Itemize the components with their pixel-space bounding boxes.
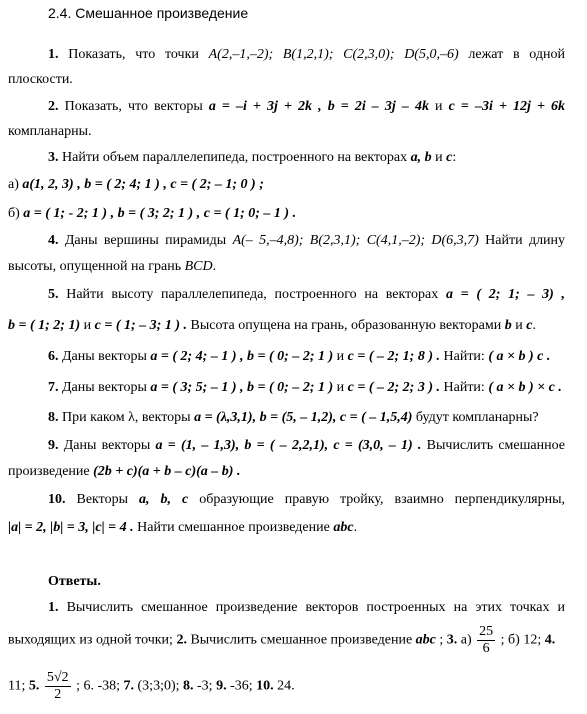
problem-text: Показать, что векторы	[64, 99, 203, 114]
problem-number: 2.	[48, 99, 59, 114]
formula: ( a × b ) c .	[488, 349, 551, 364]
problem-5-line-2	[8, 318, 587, 334]
formula: abc	[333, 520, 354, 535]
formula: ( a × b ) × c .	[488, 380, 562, 395]
formula: a = (λ,3,1), b = (5, – 1,2), c = ( – 1,5,4)	[194, 410, 413, 425]
problem-number: 1.	[48, 47, 59, 62]
problem-number: 4.	[48, 233, 59, 248]
formula: b = ( 1; 2; 1)	[8, 318, 81, 333]
problem-4-line-1	[48, 233, 565, 251]
answer-text: 24.	[277, 678, 295, 694]
problem-text: Даны вершины пирамиды	[64, 233, 227, 248]
problem-10-line-1	[48, 492, 565, 510]
problem-2-line-1	[48, 99, 565, 117]
problem-5-line-1	[48, 287, 565, 305]
formula: b = 2i – 3j – 4k	[327, 99, 429, 114]
answer-number: 9.	[216, 678, 227, 694]
problem-text: и	[336, 380, 345, 395]
answers-title: Ответы.	[48, 574, 101, 589]
answer-text: -3;	[197, 678, 213, 694]
formula: a = ( 1; - 2; 1 ) ,	[23, 206, 115, 221]
problem-6-line-1	[48, 349, 587, 365]
formula: a = (1, – 1,3), b = ( – 2,2,1), c = (3,0, – 1) .	[155, 438, 422, 453]
formula: a = ( 3; 5; – 1 ) ,	[150, 380, 244, 395]
formula: c	[446, 150, 453, 165]
problem-number: 6.	[48, 349, 59, 364]
answer-number: 7.	[123, 678, 135, 694]
formula: a, b	[410, 150, 432, 165]
formula: c = ( – 2; 1; 8 ) .	[347, 349, 440, 364]
problem-number: 3.	[48, 150, 59, 165]
answers-line-2	[8, 624, 587, 657]
problem-text: Найти высоту параллелепипеда, построенного на векторах	[66, 287, 439, 302]
problem-text: .	[532, 318, 536, 333]
problem-text: лежат в одной	[468, 47, 565, 62]
problem-text: Найти длину	[485, 233, 565, 248]
formula: b	[504, 318, 512, 333]
problem-text: Даны векторы	[62, 380, 147, 395]
problem-text: и	[435, 99, 443, 114]
problem-text: высоты, опущенной на грань	[8, 259, 182, 274]
problem-text: Найти объем параллелепипеда, построенного на векторах	[62, 150, 408, 165]
answer-number: 4.	[544, 632, 556, 648]
section-heading: 2.4. Смешанное произведение	[48, 5, 249, 21]
problem-9-line-2	[8, 464, 587, 480]
formula: (2b + c)(a + b – c)(a – b) .	[93, 464, 241, 479]
formula: a(1, 2, 3) ,	[22, 177, 81, 192]
answer-text: ; 6. -38;	[76, 678, 121, 694]
problem-text: б)	[8, 206, 20, 221]
answer-number: 10.	[256, 678, 274, 694]
formula: b = ( 2; 4; 1 ) ,	[84, 177, 167, 192]
formula: b = ( 0; – 2; 1 )	[247, 380, 334, 395]
answer-number: 1.	[48, 600, 59, 615]
fraction-numerator: 25	[479, 624, 494, 639]
formula: b = ( 3; 2; 1 ) ,	[117, 206, 201, 221]
problem-text: образующие правую тройку, взаимно перпендикулярны,	[199, 492, 565, 507]
fraction-numerator: 5√2	[46, 670, 69, 685]
formula: c = ( – 2; 2; 3 ) .	[347, 380, 440, 395]
formula: a, b, c	[139, 492, 189, 507]
problem-text: будут компланарны?	[415, 410, 539, 425]
problem-number: 8.	[48, 410, 59, 425]
answer-text: Вычислить смешанное произведение векторов построенных на этих точках и	[66, 600, 565, 615]
problem-3-line-1	[48, 150, 587, 166]
problem-10-line-2	[8, 520, 587, 536]
formula: c = ( 2; – 1; 0 ) ;	[170, 177, 264, 192]
answer-number: 5.	[28, 678, 40, 694]
problem-text: Найти:	[443, 349, 485, 364]
answer-text: -36;	[230, 678, 253, 694]
problem-1-line-2	[8, 72, 587, 88]
formula: a = ( 2; 1; – 3) ,	[445, 287, 565, 302]
problem-3-line-3	[8, 206, 587, 222]
formula: c = ( 1; 0; – 1 ) .	[203, 206, 297, 221]
fraction-denominator: 6	[482, 641, 490, 656]
problem-number: 10.	[48, 492, 66, 507]
problem-text: Даны векторы	[62, 349, 147, 364]
problem-text: Найти смешанное произведение	[137, 520, 330, 535]
answer-text: а)	[460, 632, 472, 648]
formula: b = ( 0; – 2; 1 )	[247, 349, 334, 364]
problem-3-line-2	[8, 177, 587, 193]
formula: c	[526, 318, 533, 333]
problem-7-line-1	[48, 380, 587, 396]
answer-number: 3.	[446, 632, 458, 648]
formula: abc	[415, 632, 436, 648]
problem-text: :	[452, 150, 457, 165]
problem-8-line-1	[48, 410, 587, 426]
formula: A(– 5,–4,8); B(2,3,1); C(4,1,–2); D(6,3,7)	[232, 233, 479, 248]
problem-1-line-1	[48, 47, 565, 65]
answer-number: 2.	[176, 632, 187, 648]
answer-text: ;	[439, 632, 444, 648]
problem-2-line-2	[8, 124, 587, 140]
problem-text: Вычислить смешанное	[426, 438, 565, 453]
formula: |a| = 2, |b| = 3, |c| = 4 .	[8, 520, 134, 535]
answer-text: 11;	[8, 678, 26, 694]
problem-text: Векторы	[76, 492, 129, 507]
fraction-denominator: 2	[54, 687, 62, 702]
problem-text: Найти:	[443, 380, 485, 395]
problem-text: Показать, что точки	[68, 47, 199, 62]
problem-text: плоскости.	[8, 72, 73, 87]
problem-number: 9.	[48, 438, 59, 453]
answer-text: Вычислить смешанное произведение	[190, 632, 413, 648]
problem-text: .	[353, 520, 358, 535]
problem-text: и	[83, 318, 92, 333]
problem-text: произведение	[8, 464, 90, 479]
problem-text: .	[212, 259, 217, 274]
problem-4-line-2	[8, 259, 587, 275]
problem-text: и	[435, 150, 443, 165]
problem-text: Высота опущена на грань, образованную векторами	[190, 318, 502, 333]
answer-text: (3;3;0);	[137, 678, 180, 694]
problem-text: а)	[8, 177, 19, 192]
problem-text: Даны векторы	[63, 438, 151, 453]
answer-text: ; б) 12;	[500, 632, 542, 648]
formula: c = ( 1; – 3; 1 ) .	[94, 318, 187, 333]
problem-9-line-1	[48, 438, 565, 456]
problem-number: 5.	[48, 287, 59, 302]
answers-line-3	[8, 670, 587, 703]
problem-text: компланарны.	[8, 124, 92, 139]
problem-text: и	[336, 349, 345, 364]
formula: a = ( 2; 4; – 1 ) ,	[150, 349, 244, 364]
fraction	[45, 670, 71, 703]
formula: A(2,–1,–2); B(1,2,1); C(2,3,0); D(5,0,–6)	[208, 47, 459, 62]
answer-text: выходящих из одной точки;	[8, 632, 173, 648]
formula: BCD	[184, 259, 213, 274]
formula: c = –3i + 12j + 6k	[448, 99, 565, 114]
answer-number: 8.	[183, 678, 194, 694]
formula: a = –i + 3j + 2k ,	[208, 99, 322, 114]
problem-text: и	[515, 318, 523, 333]
problem-text: При каком λ, векторы	[62, 410, 191, 425]
fraction	[477, 624, 495, 657]
answers-line-1	[48, 600, 565, 618]
problem-number: 7.	[48, 380, 59, 395]
